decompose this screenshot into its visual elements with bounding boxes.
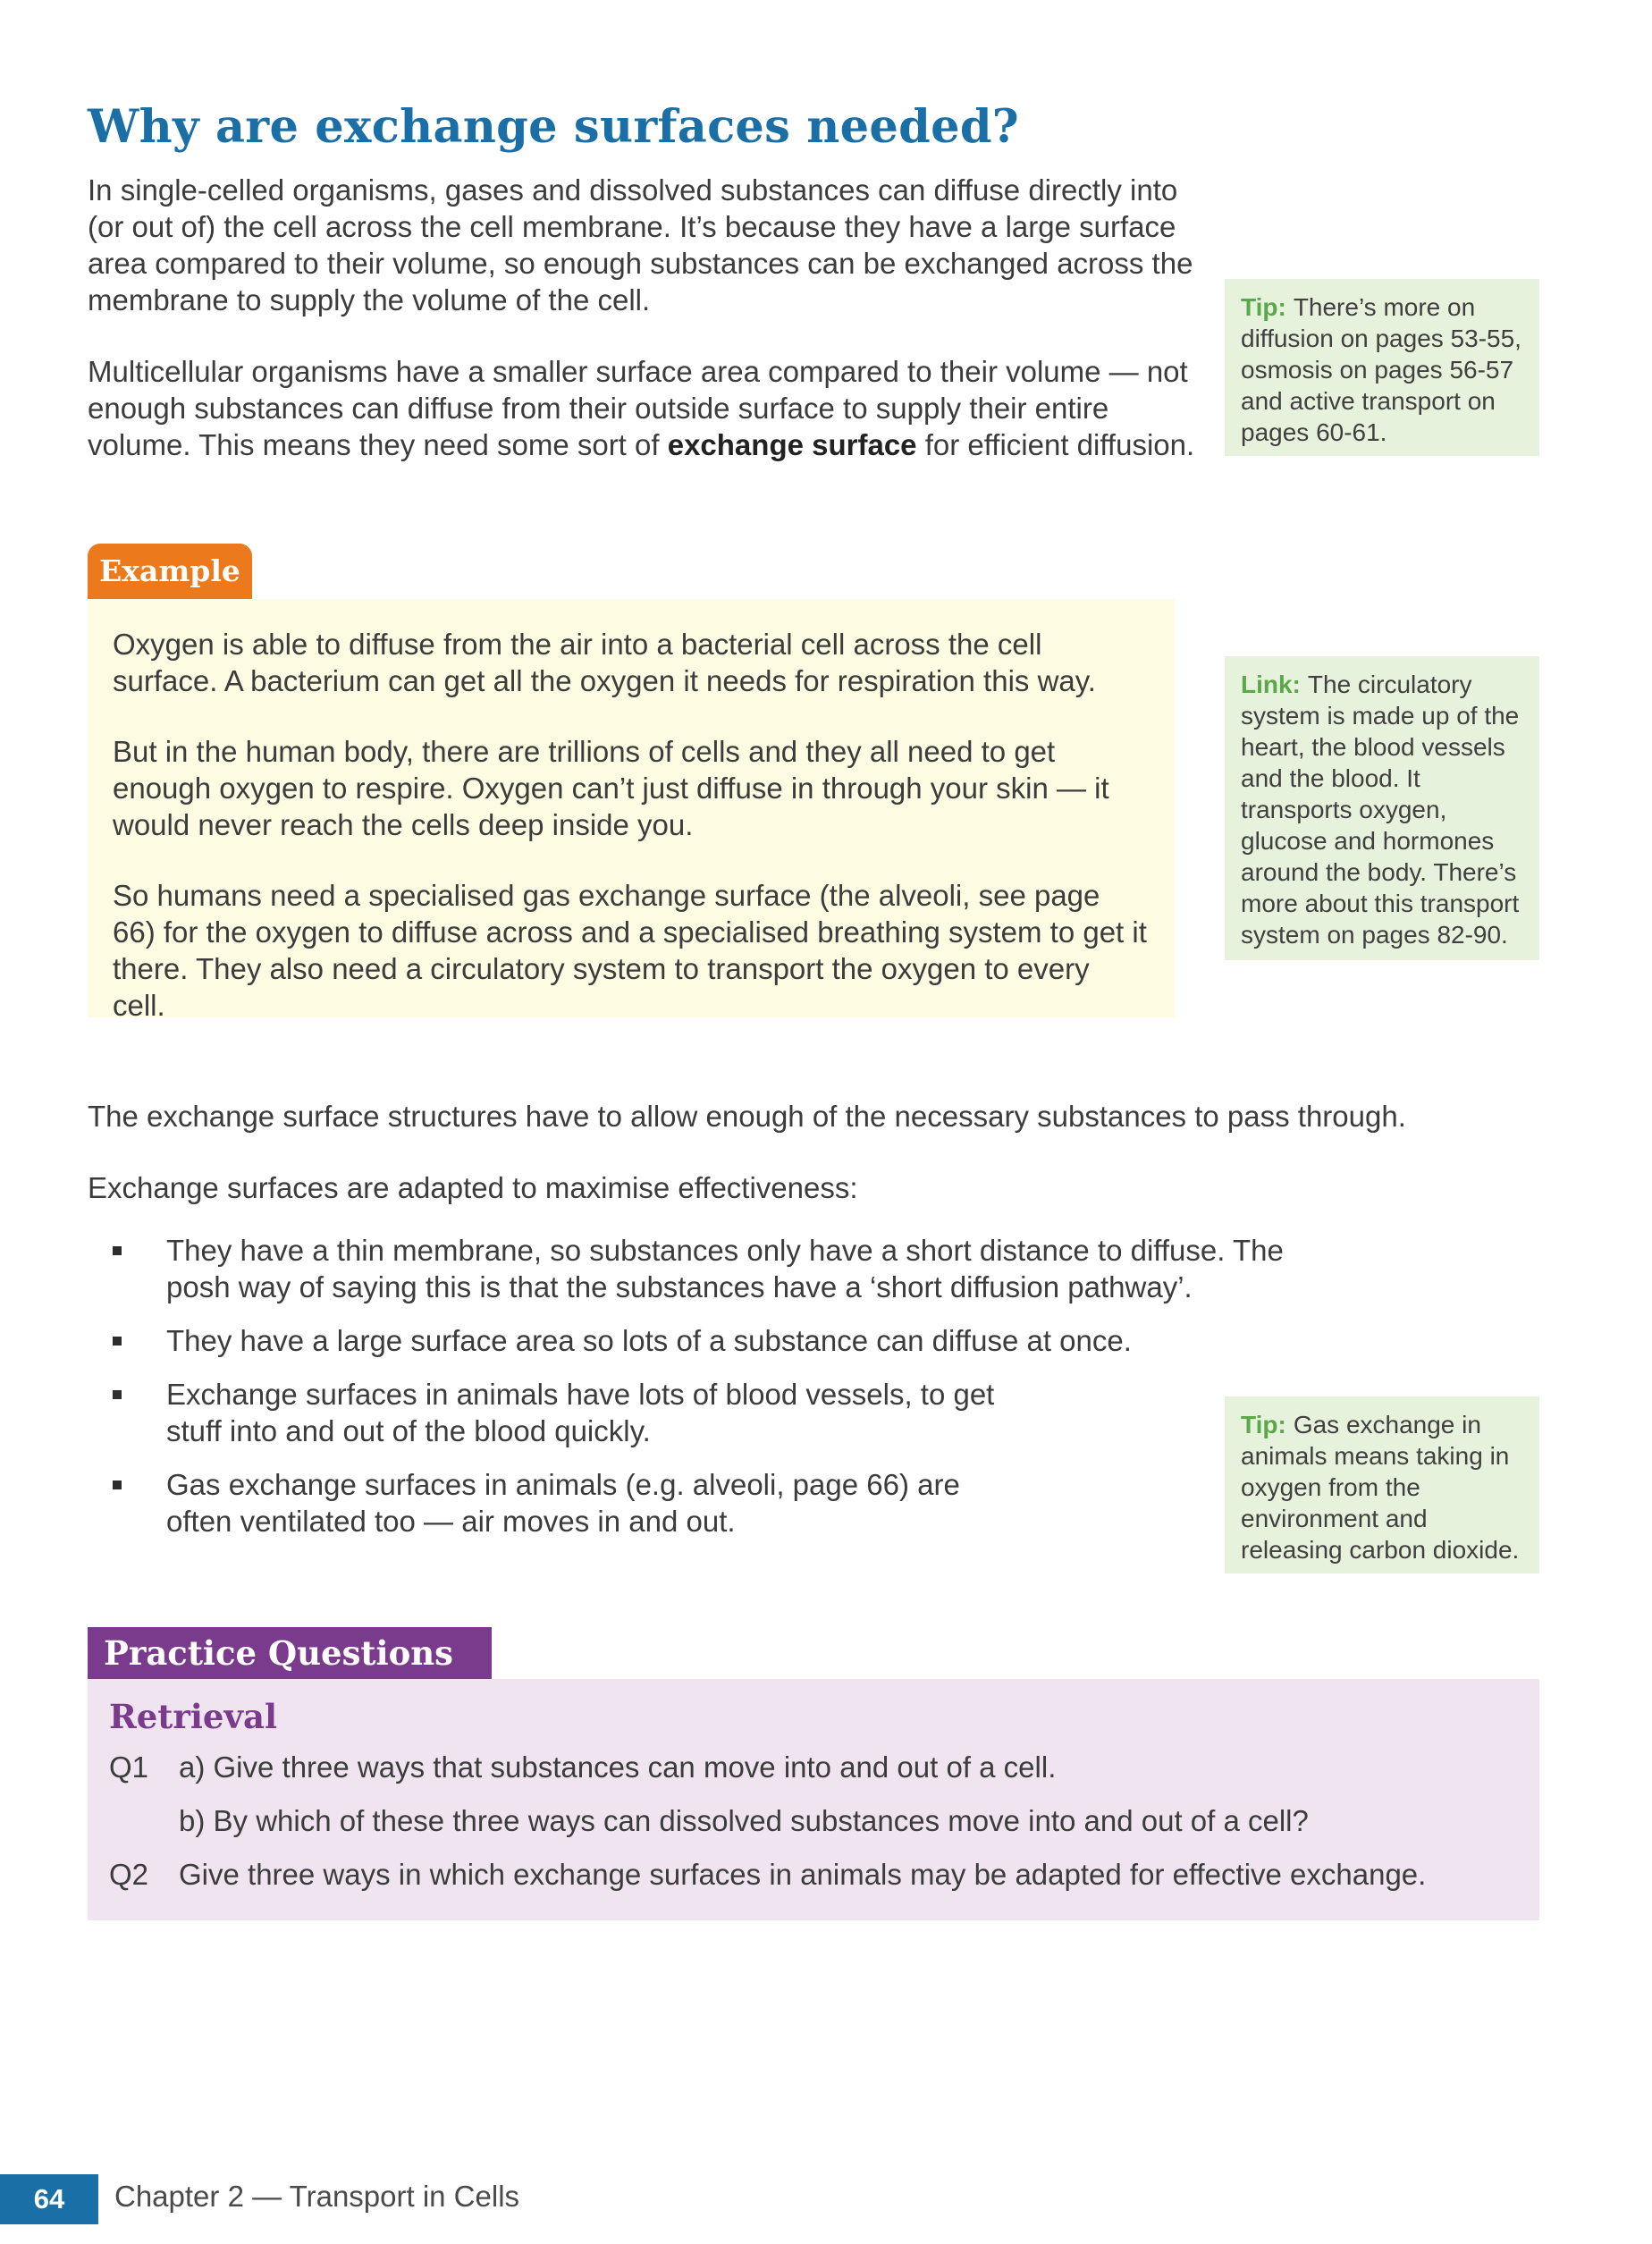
example-paragraph-1: Oxygen is able to diffuse from the air into a bacterial cell across the cell surface. A bacterium can get all the oxygen it needs for respiration this way. xyxy=(113,628,1096,697)
adapted-paragraph: Exchange surfaces are adapted to maximise effectiveness: xyxy=(88,1171,858,1204)
retrieval-heading: Retrieval xyxy=(109,1697,277,1736)
question-number: Q1 xyxy=(109,1750,149,1784)
practice-questions-tab: Practice Questions xyxy=(88,1627,492,1679)
list-item: They have a thin membrane, so substances only have a short distance to diffuse. The posh way of saying this is that the substances have a ‘short diffusion pathway’. xyxy=(88,1232,1319,1305)
tip-box-gas-exchange xyxy=(1225,1396,1539,1573)
page-number: 64 xyxy=(0,2174,98,2224)
tip-box-diffusion xyxy=(1225,279,1539,456)
intro-p2-text: Multicellular organisms have a smaller surface area compared to their volume — not enough substances can diffuse from their outside surface to supply their entire volume. This means they need some sort of xyxy=(88,355,1188,461)
question-text: a) Give three ways that substances can move into and out of a cell. xyxy=(179,1750,1057,1784)
example-paragraph-2: But in the human body, there are trillions of cells and they all need to get enough oxygen to respire. Oxygen can’t just diffuse in through your skin — it would never reach the cells deep inside you. xyxy=(113,735,1109,841)
intro-paragraph-2 xyxy=(88,353,1196,463)
list-item: Exchange surfaces in animals have lots of blood vessels, to get stuff into and out of the blood quickly. xyxy=(88,1376,998,1449)
question-1a xyxy=(109,1749,1518,1785)
list-item: They have a large surface area so lots of a substance can diffuse at once. xyxy=(88,1322,1250,1359)
tip-text: Gas exchange in animals means taking in oxygen from the environment and releasing carbon dioxide. xyxy=(1241,1411,1520,1564)
question-1b xyxy=(109,1802,1518,1839)
example-box xyxy=(88,599,1175,1022)
tip-label: Tip: xyxy=(1241,1411,1286,1438)
bullet-square-icon xyxy=(113,1337,122,1346)
link-text: The circulatory system is made up of the heart, the blood vessels and the blood. It transports oxygen, glucose and hormones around the body. There’s more about this transport system on pages 82-90. xyxy=(1241,671,1520,949)
bullet-square-icon xyxy=(113,1390,122,1399)
tip-text: There’s more on diffusion on pages 53-55, osmosis on pages 56-57 and active transport on pages 60-61. xyxy=(1241,293,1521,446)
question-number: Q2 xyxy=(109,1858,149,1891)
exchange-surface-term: exchange surface xyxy=(667,428,917,461)
example-tab: Example xyxy=(88,544,252,599)
chapter-title: Chapter 2 — Transport in Cells xyxy=(114,2180,520,2213)
question-text: b) By which of these three ways can dissolved substances move into and out of a cell? xyxy=(179,1804,1309,1837)
intro-p2-end: for efficient diffusion. xyxy=(916,428,1195,461)
example-paragraph-3: So humans need a specialised gas exchange surface (the alveoli, see page 66) for the oxygen to diffuse across and a specialised breathing system to get it there. They also need a circulatory system to transport the oxygen to every cell. xyxy=(113,879,1147,1022)
practice-questions-box xyxy=(88,1679,1539,1920)
list-item: Gas exchange surfaces in animals (e.g. alveoli, page 66) are often ventilated too — air moves in and out. xyxy=(88,1466,989,1540)
intro-section xyxy=(88,172,1196,463)
question-2 xyxy=(109,1856,1518,1893)
question-text: Give three ways in which exchange surfaces in animals may be adapted for effective exchange. xyxy=(179,1858,1427,1891)
structures-paragraph: The exchange surface structures have to allow enough of the necessary substances to pass through. xyxy=(88,1100,1406,1133)
tip-label: Tip: xyxy=(1241,293,1286,321)
bullet-square-icon xyxy=(113,1246,122,1255)
page-title: Why are exchange surfaces needed? xyxy=(88,100,1019,154)
link-box-circulatory xyxy=(1225,656,1539,960)
bullet-square-icon xyxy=(113,1481,122,1489)
intro-paragraph-1: In single-celled organisms, gases and dissolved substances can diffuse directly into (or out of) the cell across the cell membrane. It’s because they have a large surface area compared to their volume, so enough substances can be exchanged across the membrane to supply the volume of the cell. xyxy=(88,173,1193,316)
link-label: Link: xyxy=(1241,671,1301,698)
